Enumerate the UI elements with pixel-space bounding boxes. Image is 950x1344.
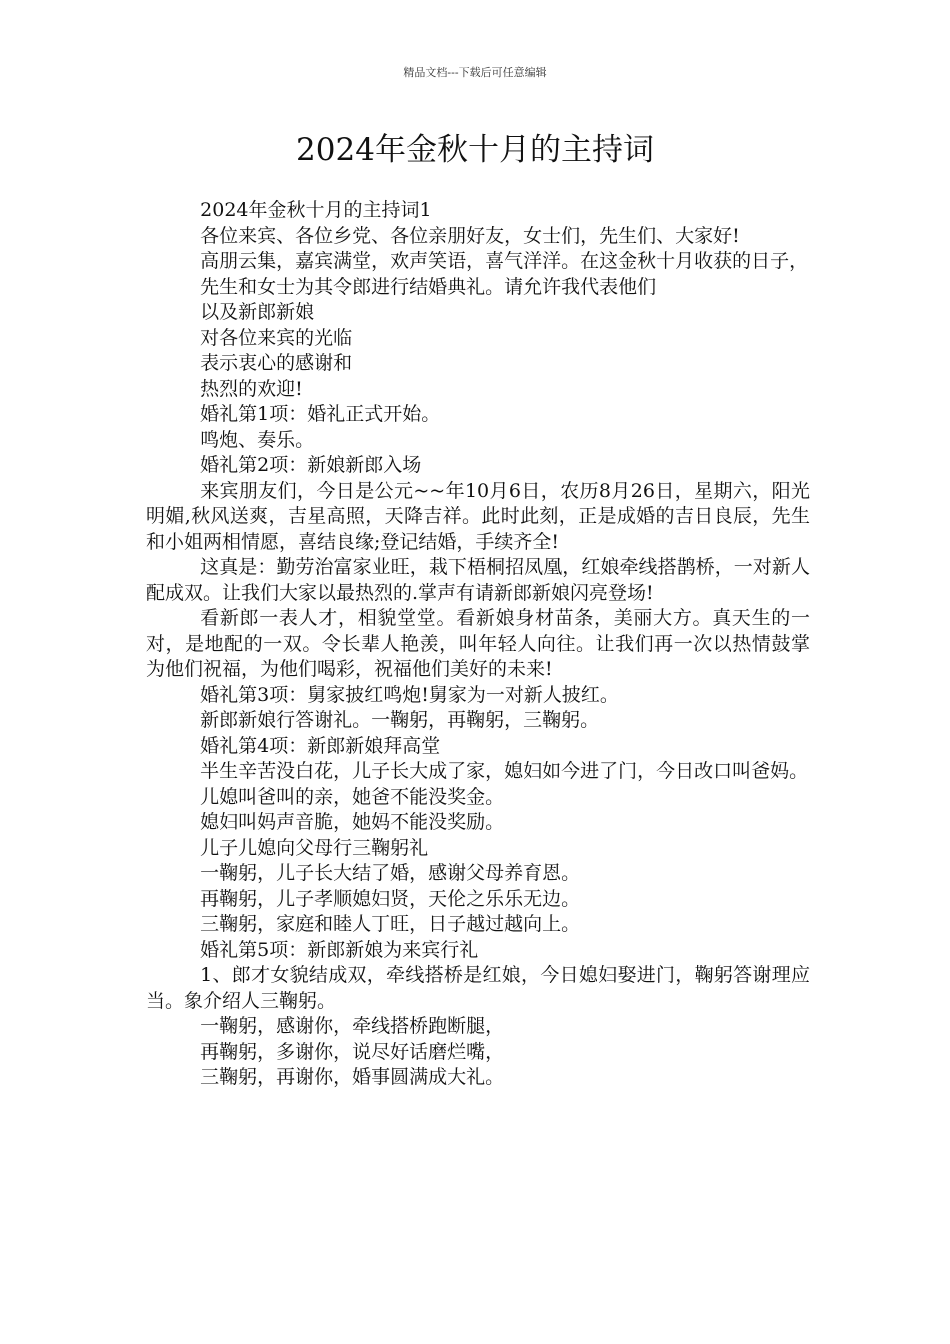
paragraph: 表示衷心的感谢和 [200, 352, 353, 374]
paragraph: 一鞠躬，感谢你，牵线搭桥跑断腿， [200, 1015, 505, 1037]
paragraph: 婚礼第3项：舅家披红鸣炮!舅家为一对新人披红。 [200, 683, 619, 706]
paragraph: 三鞠躬，家庭和睦人丁旺，日子越过越向上。 [200, 913, 581, 935]
paragraph: 高朋云集，嘉宾满堂，欢声笑语，喜气洋洋。在这金秋十月收获的日子， [200, 250, 809, 272]
paragraph: 一鞠躬，儿子长大结了婚，感谢父母养育恩。 [200, 862, 581, 884]
paragraph: 婚礼第2项：新娘新郎入场 [200, 454, 422, 476]
paragraph: 各位来宾、各位乡党、各位亲朋好友，女士们，先生们、大家好! [200, 224, 740, 247]
paragraph: 新郎新娘行答谢礼。一鞠躬，再鞠躬，三鞠躬。 [200, 709, 600, 731]
paragraph: 先生和女士为其令郎进行结婚典礼。请允许我代表他们 [200, 275, 657, 298]
page-header-note: 精品文档---下载后可任意编辑 [403, 66, 547, 79]
paragraph: 2024年金秋十月的主持词1 [200, 199, 432, 221]
paragraph: 鸣炮、奏乐。 [200, 428, 315, 451]
paragraph: 半生辛苦没白花，儿子长大成了家，媳妇如今进了门，今日改口叫爸妈。 [200, 760, 809, 782]
paragraph: 婚礼第4项：新郎新娘拜高堂 [200, 734, 441, 757]
paragraph: 儿子儿媳向父母行三鞠躬礼 [200, 836, 429, 859]
paragraph: 1、郎才女貌结成双，牵线搭桥是红娘，今日媳妇娶进门，鞠躬答谢理应当。象介绍人三鞠躬。 [146, 964, 810, 1012]
paragraph: 婚礼第1项：婚礼正式开始。 [200, 403, 441, 425]
paragraph: 以及新郎新娘 [200, 301, 315, 323]
paragraph: 再鞠躬，多谢你，说尽好话磨烂嘴， [200, 1040, 505, 1063]
paragraph: 热烈的欢迎! [200, 377, 303, 400]
paragraph: 看新郎一表人才，相貌堂堂。看新娘身材苗条，美丽大方。真天生的一对，是地配的一双。令长辈人艳羡，叫年轻人向往。让我们再一次以热情鼓掌为他们祝福，为他们喝彩，祝福他们美好的未来! [146, 607, 810, 680]
paragraph: 对各位来宾的光临 [200, 326, 353, 349]
paragraph: 三鞠躬，再谢你，婚事圆满成大礼。 [200, 1066, 505, 1088]
paragraph: 婚礼第5项：新郎新娘为来宾行礼 [200, 938, 479, 961]
paragraph: 媳妇叫妈声音脆，她妈不能没奖励。 [200, 811, 505, 833]
document-body [146, 198, 810, 1091]
paragraph: 来宾朋友们，今日是公元~~年10月6日，农历8月26日，星期六，阳光明媚,秋风送爽，吉星高照，天降吉祥。此时此刻，正是成婚的吉日良辰，先生和小姐两相情愿，喜结良缘;登记结婚，手续齐全! [146, 479, 810, 553]
paragraph: 再鞠躬，儿子孝顺媳妇贤，天伦之乐乐无边。 [200, 887, 581, 910]
document-title: 2024年金秋十月的主持词 [296, 132, 654, 168]
paragraph: 这真是：勤劳治富家业旺，栽下梧桐招凤凰，红娘牵线搭鹊桥，一对新人配成双。让我们大家以最热烈的.掌声有请新郎新娘闪亮登场! [146, 556, 810, 604]
paragraph: 儿媳叫爸叫的亲，她爸不能没奖金。 [200, 785, 505, 808]
